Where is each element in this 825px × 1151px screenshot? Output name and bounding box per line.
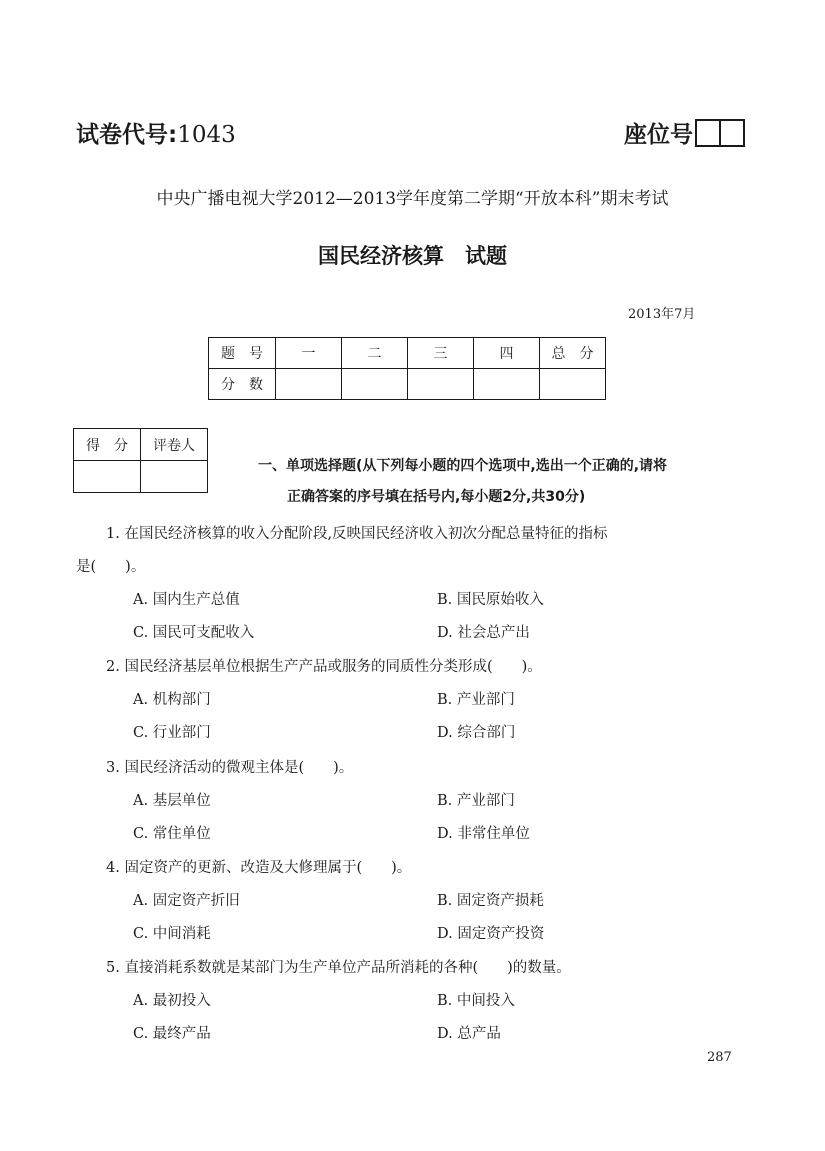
option-b: B. 产业部门 [437, 793, 515, 809]
option-d: D. 总产品 [437, 1026, 501, 1042]
question-stem: 2. 国民经济基层单位根据生产产品或服务的同质性分类形成( )。 [106, 659, 542, 675]
question-stem: 4. 固定资产的更新、改造及大修理属于( )。 [106, 860, 412, 876]
score-table-cell: 总 分 [540, 338, 606, 369]
score-table-cell: 四 [474, 338, 540, 369]
score-table-header-row [209, 338, 606, 369]
page-number: 287 [707, 1050, 732, 1065]
section-instructions-cont: 正确答案的序号填在括号内,每小题2分,共30分) [287, 489, 586, 505]
option-b: B. 国民原始收入 [437, 592, 544, 608]
exam-code [76, 116, 236, 149]
score-table-score-row [209, 369, 606, 400]
score-table [208, 337, 606, 400]
option-c: C. 行业部门 [133, 725, 211, 741]
seat-box [721, 119, 745, 147]
option-a: A. 国内生产总值 [133, 592, 240, 608]
score-table-cell: 题 号 [209, 338, 276, 369]
exam-code-value: 1043 [177, 122, 236, 148]
section-instructions: 一、单项选择题(从下列每小题的四个选项中,选出一个正确的,请将 [258, 458, 668, 474]
grader-name-cell[interactable] [141, 461, 208, 493]
question-stem: 3. 国民经济活动的微观主体是( )。 [106, 760, 354, 776]
score-table-cell: 一 [276, 338, 342, 369]
question-stem-cont: 是( )。 [76, 559, 146, 575]
option-c: C. 中间消耗 [133, 926, 211, 942]
score-table-cell: 分 数 [209, 369, 276, 400]
grader-score-label: 得 分 [74, 429, 141, 461]
option-c: C. 国民可支配收入 [133, 625, 255, 641]
option-b: B. 产业部门 [437, 692, 515, 708]
score-input-cell[interactable] [408, 369, 474, 400]
option-d: D. 综合部门 [437, 725, 516, 741]
subject-title: 国民经济核算 试题 [318, 244, 507, 268]
exam-title: 中央广播电视大学2012—2013学年度第二学期“开放本科”期末考试 [156, 189, 669, 209]
option-a: A. 最初投入 [133, 993, 211, 1009]
question-stem: 1. 在国民经济核算的收入分配阶段,反映国民经济收入初次分配总量特征的指标 [106, 526, 608, 542]
score-table-cell: 三 [408, 338, 474, 369]
exam-code-label: 试卷代号: [76, 122, 178, 148]
score-input-cell[interactable] [540, 369, 606, 400]
seat-number-label: 座位号 [624, 122, 693, 148]
option-d: D. 社会总产出 [437, 625, 530, 641]
seat-number-boxes [695, 119, 745, 147]
score-input-cell[interactable] [342, 369, 408, 400]
option-a: A. 机构部门 [133, 692, 211, 708]
option-c: C. 最终产品 [133, 1026, 211, 1042]
seat-number [624, 116, 745, 149]
grader-name-label: 评卷人 [141, 429, 208, 461]
option-c: C. 常住单位 [133, 826, 211, 842]
option-a: A. 基层单位 [133, 793, 211, 809]
option-d: D. 固定资产投资 [437, 926, 545, 942]
score-table-cell: 二 [342, 338, 408, 369]
option-b: B. 固定资产损耗 [437, 893, 544, 909]
seat-box [695, 119, 721, 147]
question-stem: 5. 直接消耗系数就是某部门为生产单位产品所消耗的各种( )的数量。 [106, 960, 571, 976]
grader-score-cell[interactable] [74, 461, 141, 493]
score-input-cell[interactable] [276, 369, 342, 400]
exam-date: 2013年7月 [628, 307, 696, 322]
grader-table [73, 428, 208, 493]
score-input-cell[interactable] [474, 369, 540, 400]
option-b: B. 中间投入 [437, 993, 515, 1009]
option-a: A. 固定资产折旧 [133, 893, 240, 909]
option-d: D. 非常住单位 [437, 826, 530, 842]
